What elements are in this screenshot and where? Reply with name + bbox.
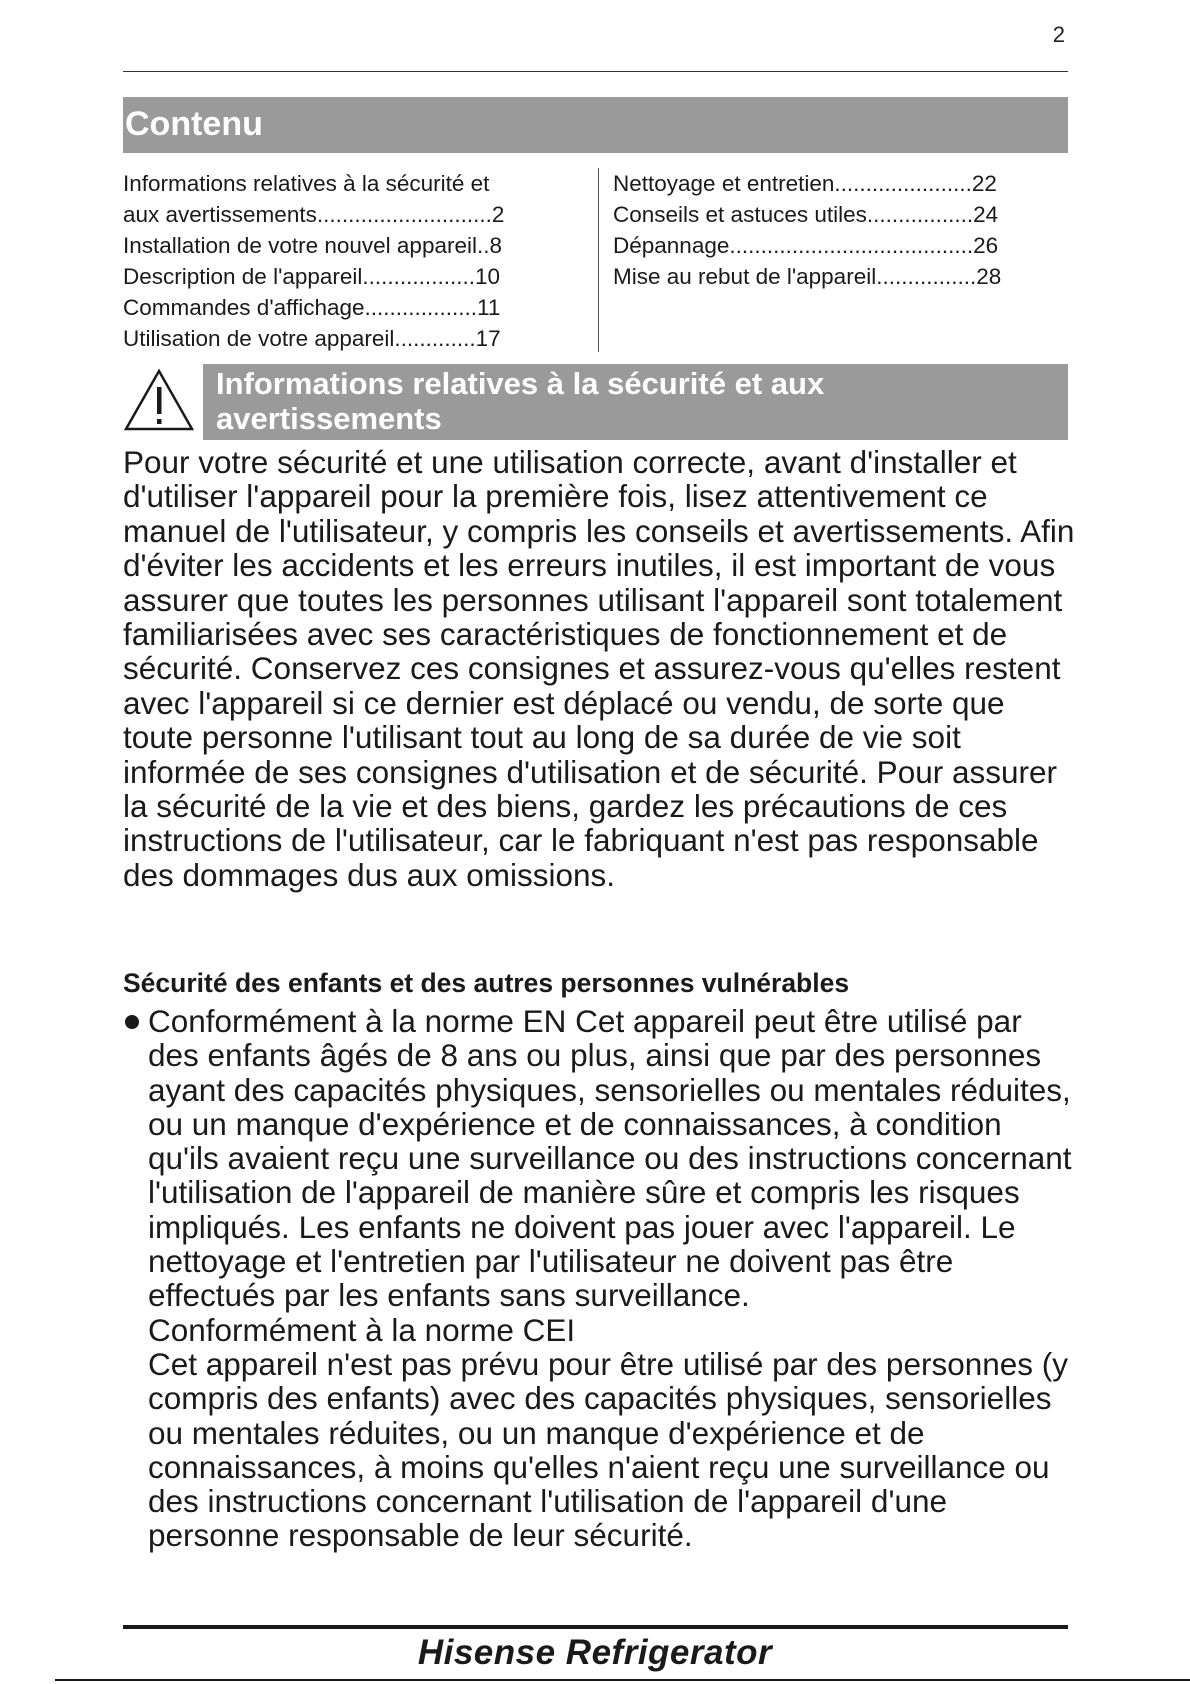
warning-triangle-icon bbox=[123, 368, 195, 432]
bullet-paragraph: Conformément à la norme EN Cet appareil peut être utilisé par des enfants âgés de 8 ans ou plus, ainsi que par des personnes ayant des capacités physiques, sensorielles ou mentales réduites, ou un manque d'expérience et de connaissances, à condition qu'ils avaient reçu une surveillance ou des instructions concernant l'utilisation de l'appareil de manière sûre et compris les risques impliqués. Les enfants ne doivent pas jouer avec l'appareil. Le nettoyage et l'entretien par l'utilisateur ne doivent pas être effectués par les enfants sans surveillance. bbox=[148, 1003, 1072, 1314]
toc-column-divider bbox=[598, 168, 599, 352]
toc-entry[interactable]: Nettoyage et entretien......................22 bbox=[613, 171, 997, 196]
toc-entry[interactable]: Conseils et astuces utiles.................24 bbox=[613, 202, 999, 227]
intro-paragraph: Pour votre sécurité et une utilisation correcte, avant d'installer et d'utiliser l'appareil pour la première fois, lisez attentivement ce manuel de l'utilisateur, y compris les conseils et avertissements. Afin d'éviter les accidents et les erreurs inutiles, il est important de vous assurer que toutes les personnes utilisant l'appareil sont totalement familiarisées avec ses caractéristiques de fonctionnement et de sécurité. Conservez ces consignes et assurez-vous qu'elles restent avec l'appareil si ce dernier est déplacé ou vendu, de sorte que toute personne l'utilisant tout au long de sa durée de vie soit informée de ses consignes d'utilisation et de sécurité. Pour assurer la sécurité de la vie et des biens, gardez les précautions de ces instructions de l'utilisateur, car le fabriquant n'est pas responsable des dommages dus aux omissions. bbox=[123, 444, 1075, 893]
bottom-divider bbox=[123, 1625, 1068, 1629]
toc-entry[interactable]: Utilisation de votre appareil.............17 bbox=[123, 326, 501, 351]
toc-entry[interactable]: Description de l'appareil..................10 bbox=[123, 264, 500, 289]
safety-title: Informations relatives à la sécurité et aux avertissements bbox=[216, 366, 825, 436]
toc-entry[interactable]: Informations relatives à la sécurité et bbox=[123, 171, 490, 196]
bullet-icon bbox=[125, 1015, 139, 1029]
page-number: 2 bbox=[1052, 22, 1065, 47]
safety-subheading: Sécurité des enfants et des autres personnes vulnérables bbox=[123, 968, 850, 998]
toc-entry[interactable]: Dépannage.......................................26 bbox=[613, 233, 999, 258]
bullet-item bbox=[123, 1004, 1073, 1553]
toc-entry[interactable]: Mise au rebut de l'appareil................28 bbox=[613, 264, 1002, 289]
toc-right-column bbox=[613, 168, 1053, 292]
brand-footer: Hisense Refrigerator bbox=[417, 1633, 773, 1672]
toc-entry[interactable]: aux avertissements............................2 bbox=[123, 202, 505, 227]
contents-header bbox=[123, 97, 1068, 153]
safety-header bbox=[203, 364, 1068, 440]
toc-entry[interactable]: Commandes d'affichage..................11 bbox=[123, 295, 501, 320]
top-divider bbox=[123, 71, 1068, 72]
footer-divider bbox=[55, 1679, 1190, 1681]
safety-intro bbox=[123, 445, 1075, 892]
bullet-paragraph: Cet appareil n'est pas prévu pour être utilisé par des personnes (y compris des enfants) avec des capacités physiques, sensorielles ou mentales réduites, ou un manque d'expérience et de connaissances, à moins qu'elles n'aient reçu une surveillance ou des instructions concernant l'utilisation de l'appareil d'une personne responsable de leur sécurité. bbox=[148, 1345, 1069, 1554]
toc-entry[interactable]: Installation de votre nouvel appareil..8 bbox=[123, 233, 502, 258]
bullet-paragraph: Conformément à la norme CEI bbox=[148, 1311, 576, 1348]
toc-left-column bbox=[123, 168, 555, 354]
contents-title: Contenu bbox=[125, 105, 263, 143]
